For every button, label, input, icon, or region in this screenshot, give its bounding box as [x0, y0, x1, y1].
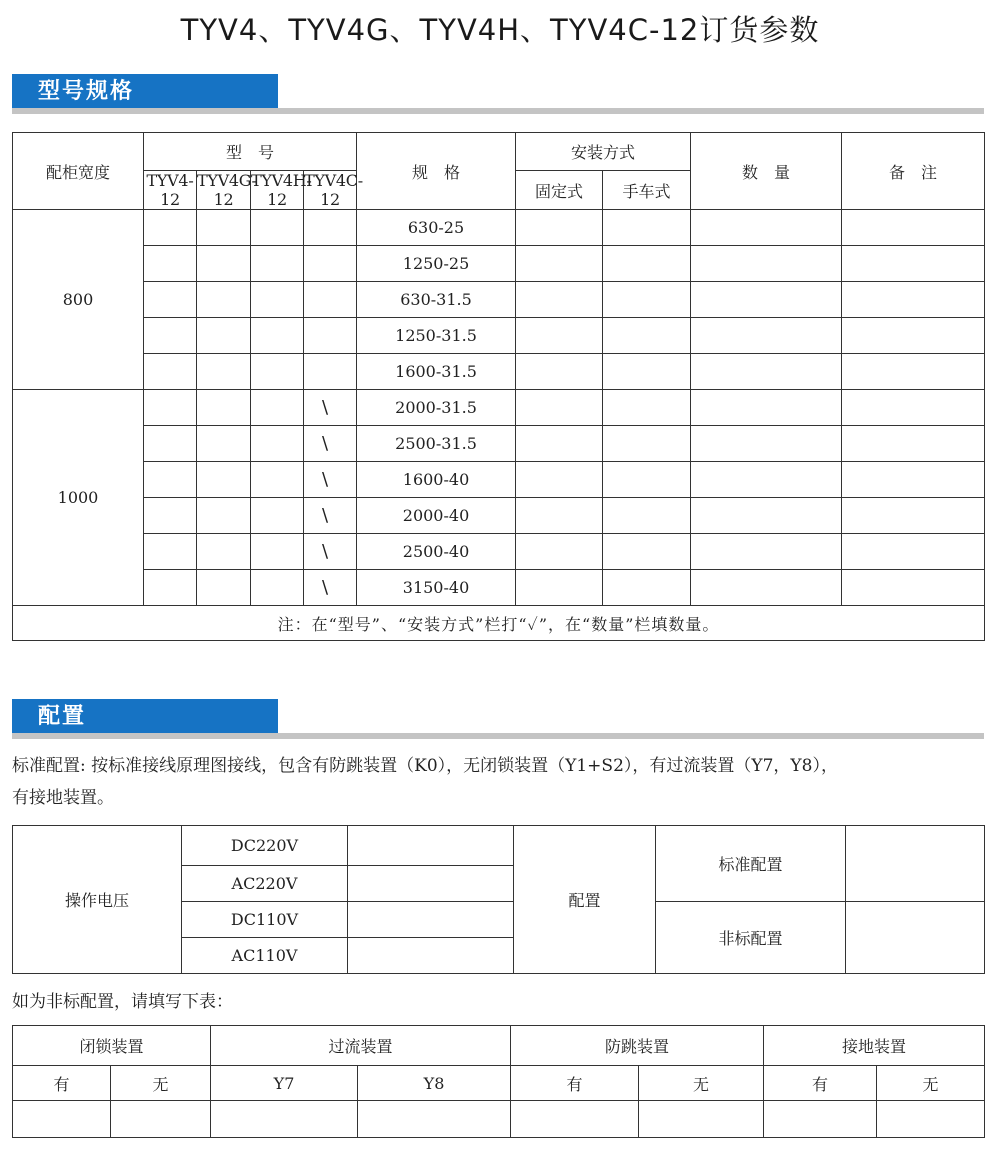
unavailable-mark: \ — [321, 433, 329, 454]
quantity-cell[interactable] — [691, 282, 842, 318]
header-cabinet-width: 配柜宽度 — [13, 133, 144, 210]
voltage-config-table — [12, 825, 985, 974]
model-check-cell[interactable] — [304, 354, 357, 390]
quantity-cell[interactable] — [691, 426, 842, 462]
install-truck-cell[interactable] — [603, 318, 691, 354]
model-check-cell[interactable] — [197, 426, 251, 462]
install-truck-cell[interactable] — [603, 210, 691, 246]
voltage-option-ac220v: AC220V — [182, 866, 348, 902]
spec-value: 2000-31.5 — [357, 390, 516, 426]
section-header-model-spec — [12, 74, 984, 114]
install-truck-cell[interactable] — [603, 282, 691, 318]
page-title: TYV4、TYV4G、TYV4H、TYV4C-12订货参数 — [180, 13, 820, 47]
remark-cell[interactable] — [842, 390, 985, 426]
device-option: Y8 — [358, 1066, 511, 1101]
install-fixed-cell[interactable] — [516, 462, 603, 498]
voltage-check-cell[interactable] — [348, 826, 514, 866]
model-check-cell[interactable] — [144, 426, 197, 462]
remark-cell[interactable] — [842, 426, 985, 462]
model-check-cell[interactable] — [144, 318, 197, 354]
model-check-cell[interactable] — [304, 282, 357, 318]
cabinet-width-value: 1000 — [13, 390, 144, 606]
quantity-cell[interactable] — [691, 210, 842, 246]
header-install-fixed: 固定式 — [516, 171, 603, 210]
spec-value: 630-25 — [357, 210, 516, 246]
spec-value: 1600-40 — [357, 462, 516, 498]
model-check-cell[interactable] — [251, 318, 304, 354]
install-truck-cell[interactable] — [603, 498, 691, 534]
install-truck-cell[interactable] — [603, 390, 691, 426]
remark-cell[interactable] — [842, 282, 985, 318]
model-check-cell[interactable] — [251, 462, 304, 498]
unavailable-mark: \ — [321, 469, 329, 490]
spec-row — [13, 210, 985, 246]
install-fixed-cell[interactable] — [516, 570, 603, 606]
device-input-cell[interactable] — [639, 1101, 764, 1138]
device-option: 有 — [764, 1066, 877, 1101]
section-divider — [12, 733, 984, 739]
model-check-cell[interactable] — [197, 570, 251, 606]
device-option: 无 — [877, 1066, 985, 1101]
header-install: 安装方式 — [516, 133, 691, 171]
device-option: 无 — [111, 1066, 211, 1101]
spec-row — [13, 498, 985, 534]
voltage-check-cell[interactable] — [348, 902, 514, 938]
model-check-cell[interactable] — [251, 570, 304, 606]
device-option: 有 — [511, 1066, 639, 1101]
remark-cell[interactable] — [842, 570, 985, 606]
device-input-cell[interactable] — [111, 1101, 211, 1138]
model-check-cell[interactable] — [251, 246, 304, 282]
header-model-tyv4: TYV4-12 — [144, 171, 197, 210]
config-check-cell[interactable] — [846, 902, 985, 974]
unavailable-mark: \ — [321, 505, 329, 526]
header-remark: 备 注 — [842, 133, 985, 210]
install-fixed-cell[interactable] — [516, 426, 603, 462]
model-check-cell[interactable] — [144, 534, 197, 570]
model-check-cell[interactable] — [304, 210, 357, 246]
install-fixed-cell[interactable] — [516, 498, 603, 534]
voltage-label: 操作电压 — [13, 826, 182, 974]
quantity-cell[interactable] — [691, 246, 842, 282]
voltage-check-cell[interactable] — [348, 938, 514, 974]
spec-row — [13, 534, 985, 570]
model-check-cell[interactable] — [197, 534, 251, 570]
remark-cell[interactable] — [842, 498, 985, 534]
voltage-option-dc220v: DC220V — [182, 826, 348, 866]
install-fixed-cell[interactable] — [516, 534, 603, 570]
device-input-cell[interactable] — [13, 1101, 111, 1138]
spec-value: 1250-31.5 — [357, 318, 516, 354]
voltage-option-ac110v: AC110V — [182, 938, 348, 974]
spec-row — [13, 246, 985, 282]
install-fixed-cell[interactable] — [516, 282, 603, 318]
config-label: 配置 — [514, 826, 656, 974]
model-check-cell[interactable] — [304, 246, 357, 282]
device-input-cell[interactable] — [358, 1101, 511, 1138]
device-option: Y7 — [211, 1066, 358, 1101]
remark-cell[interactable] — [842, 318, 985, 354]
cabinet-width-value: 800 — [13, 210, 144, 390]
spec-rows — [13, 210, 985, 606]
model-check-cell[interactable] — [197, 462, 251, 498]
model-check-cell[interactable] — [251, 534, 304, 570]
spec-value: 2500-40 — [357, 534, 516, 570]
model-check-cell[interactable] — [304, 318, 357, 354]
device-anti-pump: 防跳装置 — [511, 1026, 764, 1066]
section-divider — [12, 108, 984, 114]
device-option: 无 — [639, 1066, 764, 1101]
device-grounding: 接地装置 — [764, 1026, 985, 1066]
device-overcurrent: 过流装置 — [211, 1026, 511, 1066]
spec-value: 1250-25 — [357, 246, 516, 282]
quantity-cell[interactable] — [691, 462, 842, 498]
header-model-tyv4h: TYV4H-12 — [251, 171, 312, 209]
model-check-cell[interactable] — [304, 498, 357, 534]
config-option-standard: 标准配置 — [656, 826, 846, 902]
header-model-tyv4g: TYV4G-12 — [197, 171, 257, 209]
install-truck-cell[interactable] — [603, 426, 691, 462]
model-check-cell[interactable] — [251, 210, 304, 246]
quantity-cell[interactable] — [691, 570, 842, 606]
model-check-cell[interactable] — [144, 498, 197, 534]
model-check-cell[interactable] — [304, 426, 357, 462]
remark-cell[interactable] — [842, 462, 985, 498]
header-install-truck: 手车式 — [603, 171, 691, 210]
spec-value: 2000-40 — [357, 498, 516, 534]
unavailable-mark: \ — [321, 577, 329, 598]
spec-value: 2500-31.5 — [357, 426, 516, 462]
spec-row — [13, 570, 985, 606]
remark-cell[interactable] — [842, 534, 985, 570]
model-check-cell[interactable] — [197, 498, 251, 534]
model-check-cell[interactable] — [197, 246, 251, 282]
unavailable-mark: \ — [321, 397, 329, 418]
model-check-cell[interactable] — [304, 462, 357, 498]
device-input-cell[interactable] — [211, 1101, 358, 1138]
section-title: 配置 — [12, 699, 278, 733]
quantity-cell[interactable] — [691, 354, 842, 390]
header-model-tyv4c: TYV4C-12 — [304, 171, 363, 209]
install-truck-cell[interactable] — [603, 354, 691, 390]
model-check-cell[interactable] — [304, 534, 357, 570]
model-check-cell[interactable] — [144, 570, 197, 606]
device-lock: 闭锁装置 — [13, 1026, 211, 1066]
quantity-cell[interactable] — [691, 498, 842, 534]
voltage-check-cell[interactable] — [348, 866, 514, 902]
standard-config-text — [12, 750, 972, 814]
install-fixed-cell[interactable] — [516, 354, 603, 390]
model-check-cell[interactable] — [251, 498, 304, 534]
section-header-config — [12, 699, 984, 739]
section-title: 型号规格 — [12, 74, 278, 108]
model-check-cell[interactable] — [197, 318, 251, 354]
model-spec-table — [12, 132, 985, 641]
install-truck-cell[interactable] — [603, 570, 691, 606]
nonstandard-prompt: 如为非标配置，请填写下表： — [12, 992, 233, 1012]
model-check-cell[interactable] — [144, 462, 197, 498]
spec-row — [13, 426, 985, 462]
device-input-cell[interactable] — [877, 1101, 985, 1138]
model-check-cell[interactable] — [304, 390, 357, 426]
remark-cell[interactable] — [842, 210, 985, 246]
spec-value: 1600-31.5 — [357, 354, 516, 390]
install-truck-cell[interactable] — [603, 534, 691, 570]
model-check-cell[interactable] — [144, 390, 197, 426]
config-option-nonstandard: 非标配置 — [656, 902, 846, 974]
model-check-cell[interactable] — [197, 390, 251, 426]
spec-value: 3150-40 — [357, 570, 516, 606]
order-note: 注：在“型号”、“安装方式”栏打“✓”，在“数量”栏填数量。 — [13, 606, 985, 641]
model-check-cell[interactable] — [197, 210, 251, 246]
quantity-cell[interactable] — [691, 318, 842, 354]
device-option: 有 — [13, 1066, 111, 1101]
install-fixed-cell[interactable] — [516, 318, 603, 354]
header-quantity: 数 量 — [691, 133, 842, 210]
header-spec: 规 格 — [357, 133, 516, 210]
spec-row — [13, 282, 985, 318]
spec-row — [13, 354, 985, 390]
unavailable-mark: \ — [321, 541, 329, 562]
remark-cell[interactable] — [842, 354, 985, 390]
header-model: 型 号 — [144, 133, 357, 171]
spec-value: 630-31.5 — [357, 282, 516, 318]
model-check-cell[interactable] — [144, 210, 197, 246]
model-check-cell[interactable] — [251, 354, 304, 390]
model-check-cell[interactable] — [144, 246, 197, 282]
model-check-cell[interactable] — [251, 282, 304, 318]
remark-cell[interactable] — [842, 246, 985, 282]
model-check-cell[interactable] — [251, 426, 304, 462]
device-input-cell[interactable] — [511, 1101, 639, 1138]
quantity-cell[interactable] — [691, 534, 842, 570]
model-check-cell[interactable] — [144, 354, 197, 390]
nonstandard-device-table — [12, 1025, 985, 1138]
model-check-cell[interactable] — [144, 282, 197, 318]
install-truck-cell[interactable] — [603, 246, 691, 282]
device-input-cell[interactable] — [764, 1101, 877, 1138]
standard-config-line-1: 标准配置: 按标准接线原理图接线，包含有防跳装置（K0），无闭锁装置（Y1+S2），有过流装置（Y7，Y8）， — [12, 756, 838, 776]
quantity-cell[interactable] — [691, 390, 842, 426]
config-check-cell[interactable] — [846, 826, 985, 902]
model-check-cell[interactable] — [304, 570, 357, 606]
spec-row — [13, 318, 985, 354]
model-check-cell[interactable] — [197, 354, 251, 390]
spec-row — [13, 462, 985, 498]
spec-row — [13, 390, 985, 426]
standard-config-line-2: 有接地装置。 — [12, 788, 114, 808]
install-fixed-cell[interactable] — [516, 390, 603, 426]
install-fixed-cell[interactable] — [516, 210, 603, 246]
install-truck-cell[interactable] — [603, 462, 691, 498]
voltage-option-dc110v: DC110V — [182, 902, 348, 938]
install-fixed-cell[interactable] — [516, 246, 603, 282]
model-check-cell[interactable] — [251, 390, 304, 426]
model-check-cell[interactable] — [197, 282, 251, 318]
